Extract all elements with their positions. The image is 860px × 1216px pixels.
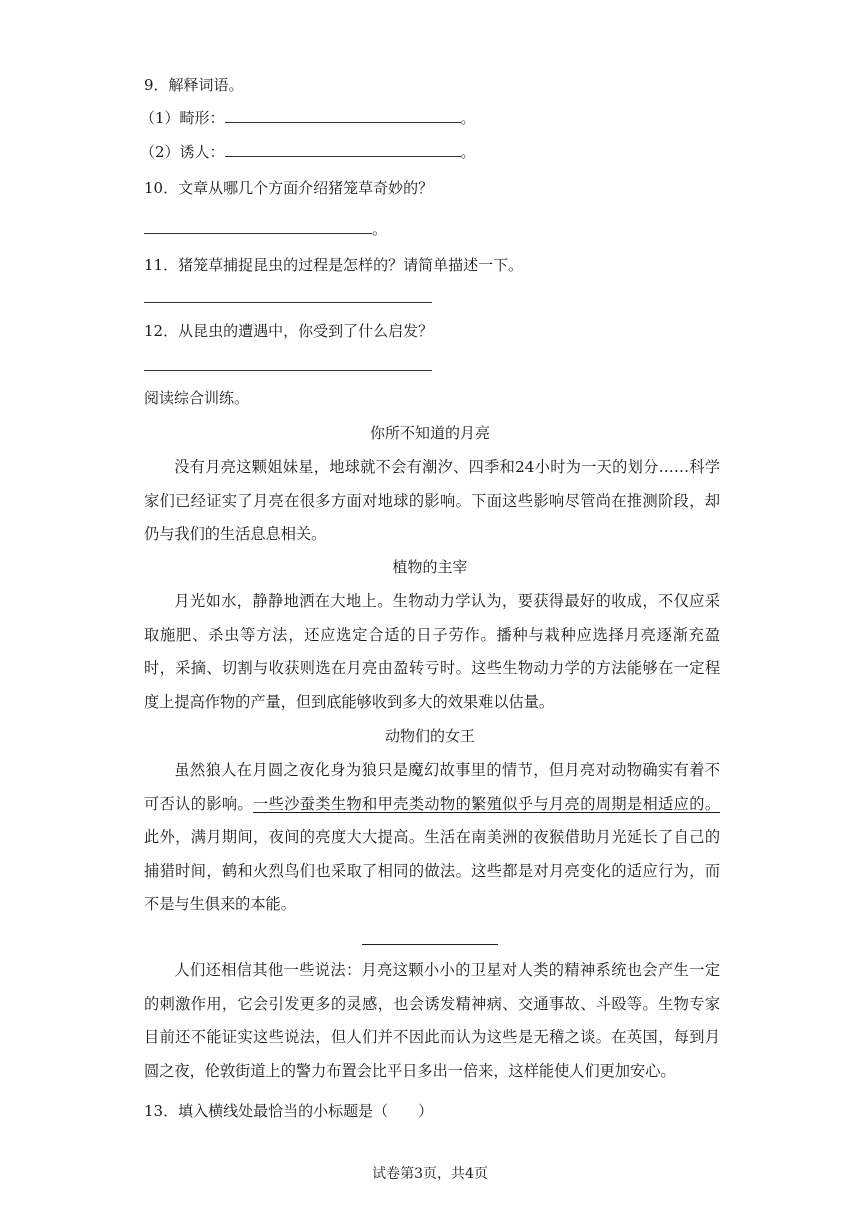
question-12-title: 12．从昆虫的遭遇中，你受到了什么启发？ [144, 322, 434, 340]
end-mark: 。 [372, 220, 388, 238]
subtitle-plants: 植物的主宰 [392, 558, 468, 576]
question-13-title: 13．填入横线处最恰当的小标题是（ ） [144, 1102, 434, 1120]
end-mark: 。 [460, 143, 476, 161]
article-title: 你所不知道的月亮 [369, 424, 490, 442]
end-mark: 。 [460, 109, 476, 127]
paragraph-humans [144, 954, 720, 1088]
question-11-title: 11．猪笼草捕捉昆虫的过程是怎样的？请简单描述一下。 [144, 256, 524, 274]
question-9-item-1 [140, 107, 476, 128]
humans-text: 人们还相信其他一些说法：月亮这颗小小的卫星对人类的精神系统也会产生一定的刺激作用，它会引发更多的灵感，也会诱发精神病、交通事故、斗殴等。生物专家目前还不能证实这些说法，但人们并不因此而认为这些是无稽之谈。在英国，每到月圆之夜，伦敦街道上的警力布置会比平日多出一倍来，这样能使人们更加安心。 [144, 961, 720, 1080]
question-10-answer [144, 218, 387, 239]
item-2-label: （2）诱人： [140, 143, 225, 161]
answer-blank-1[interactable] [225, 121, 461, 123]
answer-line-12[interactable] [144, 370, 432, 371]
answer-line-11[interactable] [144, 302, 432, 303]
page-footer: 试卷第3页，共4页 [372, 1166, 488, 1182]
item-1-label: （1）畸形： [140, 109, 225, 127]
missing-subtitle-blank [362, 944, 498, 945]
section-label: 阅读综合训练。 [144, 389, 250, 407]
underlined-sentence: 一些沙蚕类生物和甲壳类动物的繁殖似乎与月亮的周期是相适应的。 [253, 794, 720, 813]
question-9-title: 9．解释词语。 [144, 76, 244, 94]
article-intro [144, 451, 720, 552]
question-9-item-2 [140, 141, 476, 162]
paragraph-plants [144, 585, 720, 719]
animals-text-b: 此外，满月期间，夜间的亮度大大提高。生活在南美洲的夜猴借助月光延长了自己的捕猎时间，鹤和火烈鸟们也采取了相同的做法。这些都是对月亮变化的适应行为，而不是与生俱来的本能。 [144, 828, 720, 913]
subtitle-animals: 动物们的女王 [384, 727, 475, 745]
paragraph-animals [144, 754, 720, 922]
question-10-title: 10．文章从哪几个方面介绍猪笼草奇妙的？ [144, 179, 434, 197]
answer-blank-10[interactable] [144, 232, 372, 234]
plants-text: 月光如水，静静地洒在大地上。生物动力学认为，要获得最好的收成，不仅应采取施肥、杀虫等方法，还应选定合适的日子劳作。播种与栽种应选择月亮逐渐充盈时，采摘、切割与收获则选在月亮由盈转亏时。这些生物动力学的方法能够在一定程度上提高作物的产量，但到底能够收到多大的效果难以估量。 [144, 592, 720, 711]
intro-text: 没有月亮这颗姐妹星，地球就不会有潮汐、四季和24小时为一天的划分……科学家们已经证实了月亮在很多方面对地球的影响。下面这些影响尽管尚在推测阶段，却仍与我们的生活息息相关。 [144, 458, 720, 543]
animals-text-a: 虽然狼人在月圆之夜化身为狼只是魔幻故事里的情节，但月亮对动物确实有着不可否认的影响。 [144, 761, 720, 813]
answer-blank-2[interactable] [225, 155, 461, 157]
